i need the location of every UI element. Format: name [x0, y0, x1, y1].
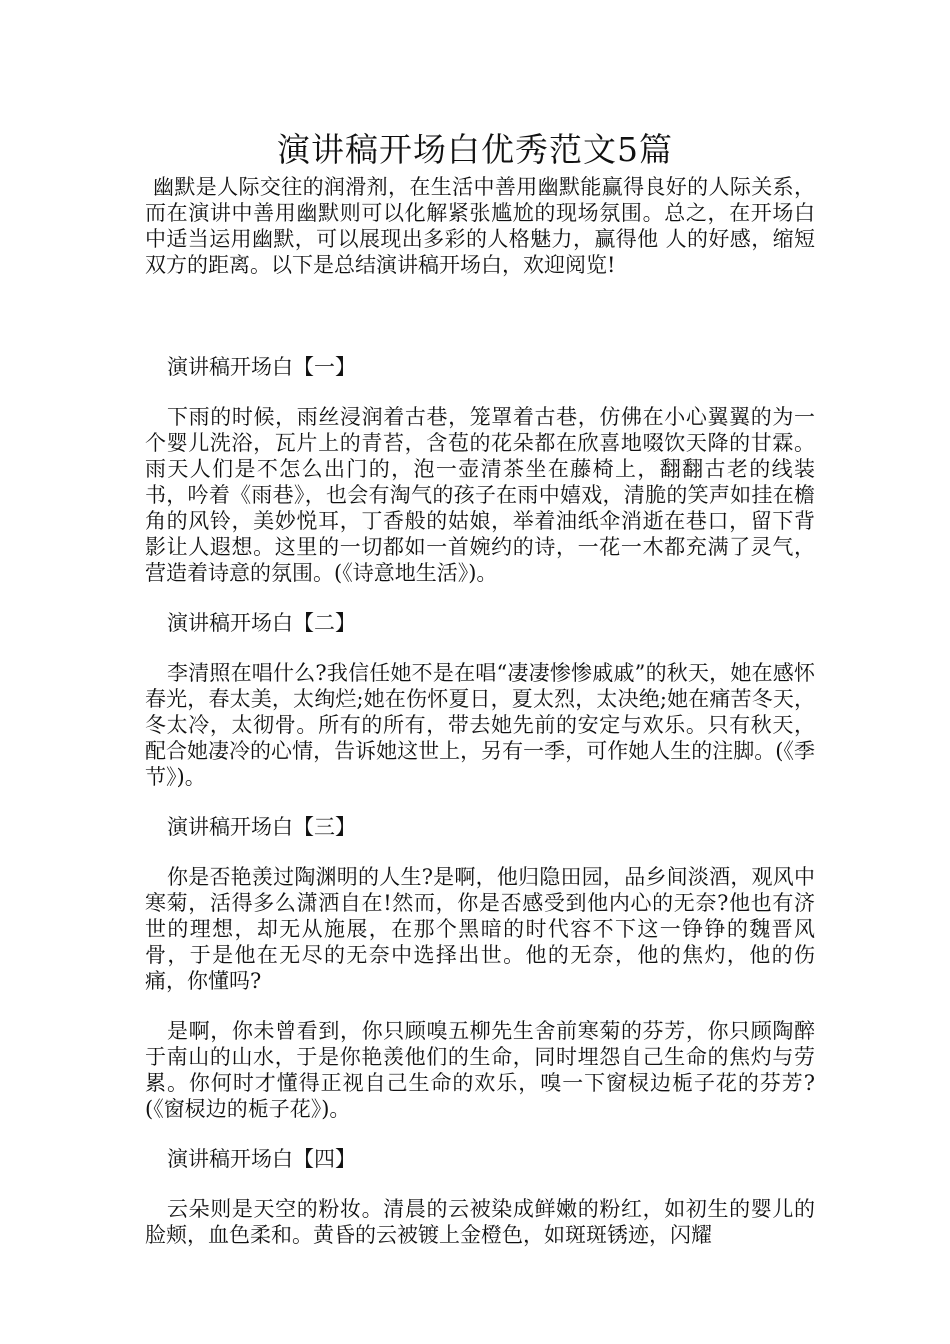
- section-1-paragraph-1: 下雨的时候，雨丝浸润着古巷，笼罩着古巷，仿佛在小心翼翼的为一个婴儿洗浴，瓦片上的青苔，含苞的花朵都在欣喜地啜饮天降的甘霖。雨天人们是不怎么出门的，泡一壶清茶坐在藤椅上，翻翻古老的线装书，吟着《雨巷》，也会有淘气的孩子在雨中嬉戏，清脆的笑声如挂在檐角的风铃，美妙悦耳，丁香般的姑娘，举着油纸伞消逝在巷口，留下背影让人遐想。这里的一切都如一首婉约的诗，一花一木都充满了灵气，营造着诗意的氛围。(《诗意地生活》)。: [145, 405, 815, 585]
- section-4-paragraph-1: 云朵则是天空的粉妆。清晨的云被染成鲜嫩的粉红，如初生的婴儿的脸颊，血色柔和。黄昏的云被镀上金橙色，如斑斑锈迹，闪耀: [145, 1197, 815, 1247]
- document-body: [145, 174, 815, 1248]
- section-heading-2: 演讲稿开场白【二】: [167, 611, 356, 635]
- section-heading-3: 演讲稿开场白【三】: [167, 815, 356, 839]
- section-3-paragraph-1: 你是否艳羡过陶渊明的人生?是啊，他归隐田园，品乡间淡酒，观风中寒菊，活得多么潇洒自在!然而，你是否感受到他内心的无奈?他也有济世的理想，却无从施展，在那个黑暗的时代容不下这一铮铮的魏晋风骨，于是他在无尽的无奈中选择出世。他的无奈，他的焦灼，他的伤痛，你懂吗?: [145, 865, 815, 993]
- section-heading-1: 演讲稿开场白【一】: [167, 355, 356, 379]
- section-heading-4: 演讲稿开场白【四】: [167, 1147, 356, 1171]
- document-title: 演讲稿开场白优秀范文5篇: [277, 130, 673, 169]
- section-3-paragraph-2: 是啊，你未曾看到，你只顾嗅五柳先生舍前寒菊的芬芳，你只顾陶醉于南山的山水，于是你艳羡他们的生命，同时埋怨自己生命的焦灼与劳累。你何时才懂得正视自己生命的欢乐，嗅一下窗棂边栀子花的芬芳?(《窗棂边的栀子花》)。: [145, 1019, 815, 1121]
- section-2-paragraph-1: 李清照在唱什么?我信任她不是在唱“凄凄惨惨戚戚”的秋天，她在感怀春光，春太美，太绚烂;她在伤怀夏日，夏太烈，太决绝;她在痛苦冬天，冬太冷，太彻骨。所有的所有，带去她先前的安定与欢乐。只有秋天，配合她凄冷的心情，告诉她这世上，另有一季，可作她人生的注脚。(《季节》)。: [145, 661, 815, 789]
- intro-paragraph: 幽默是人际交往的润滑剂，在生活中善用幽默能赢得良好的人际关系，而在演讲中善用幽默则可以化解紧张尴尬的现场氛围。总之，在开场白中适当运用幽默，可以展现出多彩的人格魅力，赢得他 人的好感，缩短双方的距离。以下是总结演讲稿开场白，欢迎阅览!: [145, 175, 815, 277]
